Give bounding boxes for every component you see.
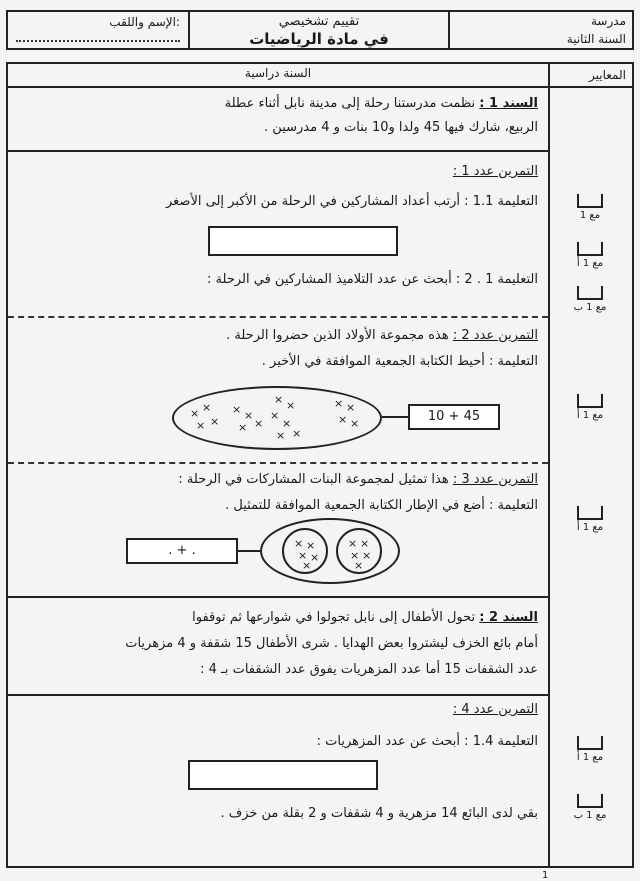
girls-subset-2: × × × × ×: [336, 528, 382, 574]
exercise-4-title: التمرين عدد 4 :: [452, 702, 538, 717]
sanad-1-line-1: السند 1 : نظمت مدرستنا رحلة إلى مدينة نابل أثناء عطلة: [224, 96, 538, 111]
girls-set-oval: [260, 518, 400, 584]
criteria-box[interactable]: [577, 794, 603, 808]
answer-box-2[interactable]: [188, 760, 378, 790]
criteria-header-divider: [548, 86, 632, 88]
exercise-4-footer: بقي لدى البائع 14 مزهرية و 4 شقفات و 2 بقلة من خزف .: [220, 806, 538, 821]
criteria-header: المعايير: [589, 68, 626, 82]
criteria-box[interactable]: [577, 394, 603, 408]
worksheet-frame: [6, 62, 634, 868]
exercise-1-instruction-2: التعليمة 1 . 2 : أبحث عن عدد التلاميذ المشاركين في الرحلة :: [207, 272, 538, 287]
sanad-2-line-3: عدد الشقفات 15 أما عدد المزهريات يفوق عدد الشقفات بـ 4 :: [200, 662, 538, 677]
exercise-3-statement: التمرين عدد 3 : هذا تمثيل لمجموعة البنات المشاركات في الرحلة :: [178, 472, 538, 487]
title-line-2: في مادة الرياضيات: [249, 30, 389, 48]
sanad-2-line-1: السند 2 : تحول الأطفال إلى نابل تجولوا في شوارعها ثم توقفوا: [192, 610, 538, 625]
year-subtitle: السنة دراسية: [244, 66, 312, 80]
answer-box-1[interactable]: [208, 226, 398, 256]
set-connector-line: [382, 416, 408, 418]
sanad-1-label: السند 1 :: [479, 96, 538, 111]
girls-subset-1: × × × × ×: [282, 528, 328, 574]
criteria-column: [548, 64, 632, 866]
sanad-2-line-2: أمام بائع الخزف ليشتروا بعض الهدايا . شرى الأطفال 15 شقفة و 4 مزهريات: [125, 636, 538, 651]
exercise-1-instruction-1: التعليمة 1.1 : أرتب أعداد المشاركين في الرحلة من الأكبر إلى الأصغر: [165, 194, 538, 209]
sanad-2-label: السند 2 :: [479, 610, 538, 625]
exercise-2-instruction: التعليمة : أحيط الكتابة الجمعية الموافقة في الأخير .: [261, 354, 538, 369]
criteria-mark-4: مع 1 أ: [560, 394, 620, 421]
title-cell: [190, 12, 450, 48]
page-number: 1: [542, 870, 549, 881]
header-table: [6, 10, 634, 50]
boys-set-oval: × × × × × × × × × × × × × × × × × ×: [172, 386, 382, 450]
criteria-box[interactable]: [577, 506, 603, 520]
criteria-mark-5: مع 1 أ: [560, 506, 620, 533]
set-connector-line: [238, 550, 260, 552]
divider: [8, 86, 548, 88]
title-line-1: تقييم تشخيصي: [278, 14, 360, 29]
exercise-3-title: التمرين عدد 3 :: [452, 472, 538, 487]
criteria-mark-3: مع 1 ب: [560, 286, 620, 313]
criteria-box[interactable]: [577, 194, 603, 208]
school-label: مدرسة: [590, 14, 626, 28]
criteria-mark-1: مع 1: [560, 194, 620, 221]
sanad-1-line-2: الربيع، شارك فيها 45 ولدا و10 بنات و 4 مدرسين .: [264, 120, 538, 135]
divider: [8, 694, 548, 696]
criteria-box[interactable]: [577, 242, 603, 256]
divider: [8, 596, 548, 598]
equation-box-2[interactable]: . + .: [126, 538, 238, 564]
dashed-divider: [8, 462, 548, 464]
criteria-box[interactable]: [577, 286, 603, 300]
worksheet-page: [6, 4, 634, 881]
name-cell: [8, 12, 190, 48]
school-cell: [450, 12, 632, 48]
exercise-1-title: التمرين عدد 1 :: [452, 164, 538, 179]
exercise-4-instruction: التعليمة 1.4 : أبحث عن عدد المزهريات :: [316, 734, 538, 749]
content-area: [8, 64, 548, 866]
exercise-2-statement: التمرين عدد 2 : هذه مجموعة الأولاد الذين حضروا الرحلة .: [226, 328, 538, 343]
equation-box-1[interactable]: 10 + 45: [408, 404, 500, 430]
exercise-3-instruction: التعليمة : أضع في الإطار الكتابة الجمعية الموافقة للتمثيل .: [225, 498, 538, 513]
name-label: الإسم واللقب:: [109, 15, 180, 29]
dashed-divider: [8, 316, 548, 318]
criteria-mark-6: مع 1 أ: [560, 736, 620, 763]
criteria-mark-2: مع 1 أ: [560, 242, 620, 269]
criteria-box[interactable]: [577, 736, 603, 750]
exercise-2-title: التمرين عدد 2 :: [452, 328, 538, 343]
name-dotted-line[interactable]: [16, 40, 180, 42]
divider: [8, 150, 548, 152]
criteria-mark-7: مع 1 ب: [560, 794, 620, 821]
grade-label: السنة الثانية: [566, 32, 626, 46]
